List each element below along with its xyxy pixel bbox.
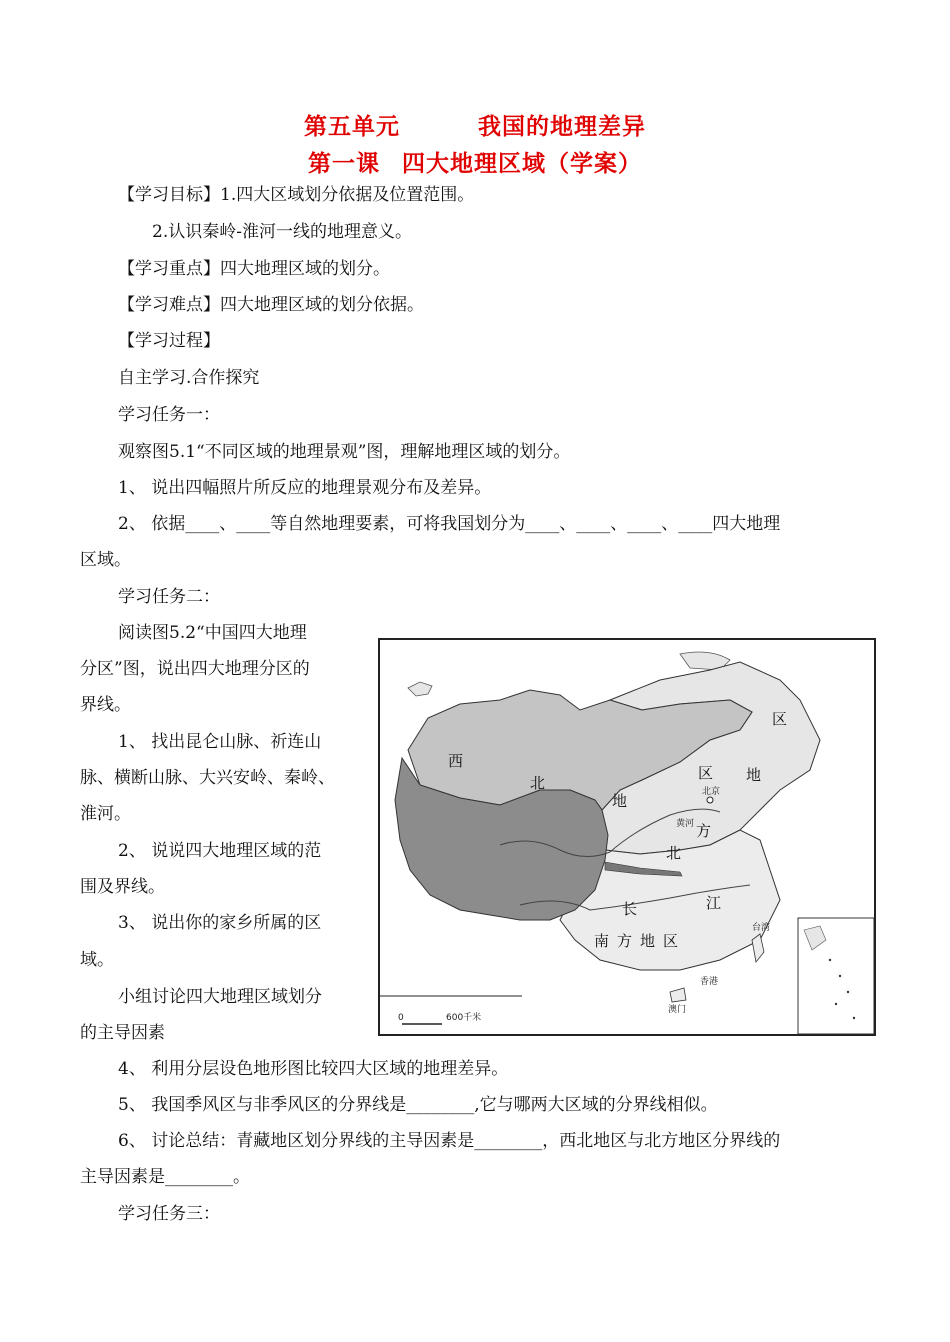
taiwan-label: 台湾 — [752, 923, 771, 933]
beijing-marker — [707, 797, 713, 803]
nw-char-1: 西 — [448, 752, 464, 770]
yellow-river-label: 黄河 — [676, 819, 695, 829]
inset-island — [835, 1003, 837, 1005]
map-svg — [380, 640, 874, 1034]
task2-question-1: 1、 找出昆仑山脉、祈连山 — [118, 732, 322, 752]
task2-question-3: 3、 说出你的家乡所属的区 — [118, 913, 322, 933]
key-point: 【学习重点】四大地理区域的划分。 — [118, 259, 390, 279]
task1-intro: 观察图5.1“不同区域的地理景观”图，理解地理区域的划分。 — [118, 442, 571, 462]
scale-zero: 0 — [398, 1013, 404, 1023]
yangtze-char-2: 江 — [706, 894, 722, 912]
hongkong-label: 香港 — [700, 977, 719, 987]
task2-question-5: 5、 我国季风区与非季风区的分界线是________,它与哪两大区域的分界线相似。 — [118, 1095, 718, 1115]
n-char-3: 地 — [746, 766, 762, 784]
nw-char-4: 区 — [698, 764, 714, 782]
unit-number: 第五单元 — [304, 113, 400, 140]
inset-island — [853, 1017, 855, 1019]
macau-label: 澳门 — [668, 1005, 687, 1015]
nw-char-2: 北 — [530, 774, 546, 792]
lesson-title — [0, 145, 950, 178]
south-label: 南方地区 — [594, 932, 687, 950]
task2-question-2: 2、 说说四大地理区域的范 — [118, 841, 322, 861]
group-discussion: 小组讨论四大地理区域划分 — [118, 987, 322, 1007]
yangtze-char-1: 长 — [622, 900, 638, 918]
lesson-topic: 四大地理区域（学案） — [402, 150, 642, 177]
n-char-1: 北 — [666, 844, 682, 862]
scale-label: 600千米 — [446, 1013, 482, 1023]
china-regions-map — [378, 638, 876, 1036]
learning-goal-2: 2.认识秦岭-淮河一线的地理意义。 — [152, 222, 412, 242]
task1-question-2-cont: 区域。 — [80, 550, 131, 570]
task1-heading: 学习任务一： — [118, 405, 220, 425]
self-study: 自主学习.合作探究 — [118, 368, 260, 388]
group-discussion-cont: 的主导因素 — [80, 1023, 165, 1043]
n-char-4: 区 — [772, 710, 788, 728]
nw-char-3: 地 — [612, 792, 628, 810]
task2-heading: 学习任务二： — [118, 587, 220, 607]
task2-question-1-cont: 脉、横断山脉、大兴安岭、秦岭、 — [80, 768, 335, 788]
task1-question-1: 1、 说出四幅照片所反应的地理景观分布及差异。 — [118, 478, 492, 498]
task2-question-4: 4、 利用分层设色地形图比较四大区域的地理差异。 — [118, 1059, 509, 1079]
difficulty: 【学习难点】四大地理区域的划分依据。 — [118, 295, 424, 315]
beijing-label: 北京 — [702, 787, 721, 797]
task2-question-3-cont: 域。 — [80, 950, 114, 970]
unit-topic: 我国的地理差异 — [478, 113, 646, 140]
learning-goal-1: 【学习目标】1.四大区域划分依据及位置范围。 — [118, 185, 475, 205]
task2-question-2-cont: 围及界线。 — [80, 877, 165, 897]
task2-intro-1: 阅读图5.2“中国四大地理 — [118, 623, 307, 643]
inset-island — [847, 991, 849, 993]
task3-heading: 学习任务三： — [118, 1204, 220, 1224]
unit-title — [0, 108, 950, 141]
lesson-number: 第一课 — [308, 150, 380, 177]
inset-island — [839, 975, 841, 977]
inset-island — [829, 959, 831, 961]
task1-question-2: 2、 依据____、____等自然地理要素，可将我国划分为____、____、____、____四大地理 — [118, 514, 781, 534]
task2-intro-3: 界线。 — [80, 695, 131, 715]
task2-question-1-cont2: 淮河。 — [80, 804, 131, 824]
task2-question-6: 6、 讨论总结：青藏地区划分界线的主导因素是________，西北地区与北方地区分界线的 — [118, 1131, 781, 1151]
task2-intro-2: 分区”图，说出四大地理分区的 — [80, 659, 310, 679]
task2-question-6-cont: 主导因素是________。 — [80, 1167, 250, 1187]
process-heading: 【学习过程】 — [118, 331, 220, 351]
n-char-2: 方 — [696, 822, 712, 840]
